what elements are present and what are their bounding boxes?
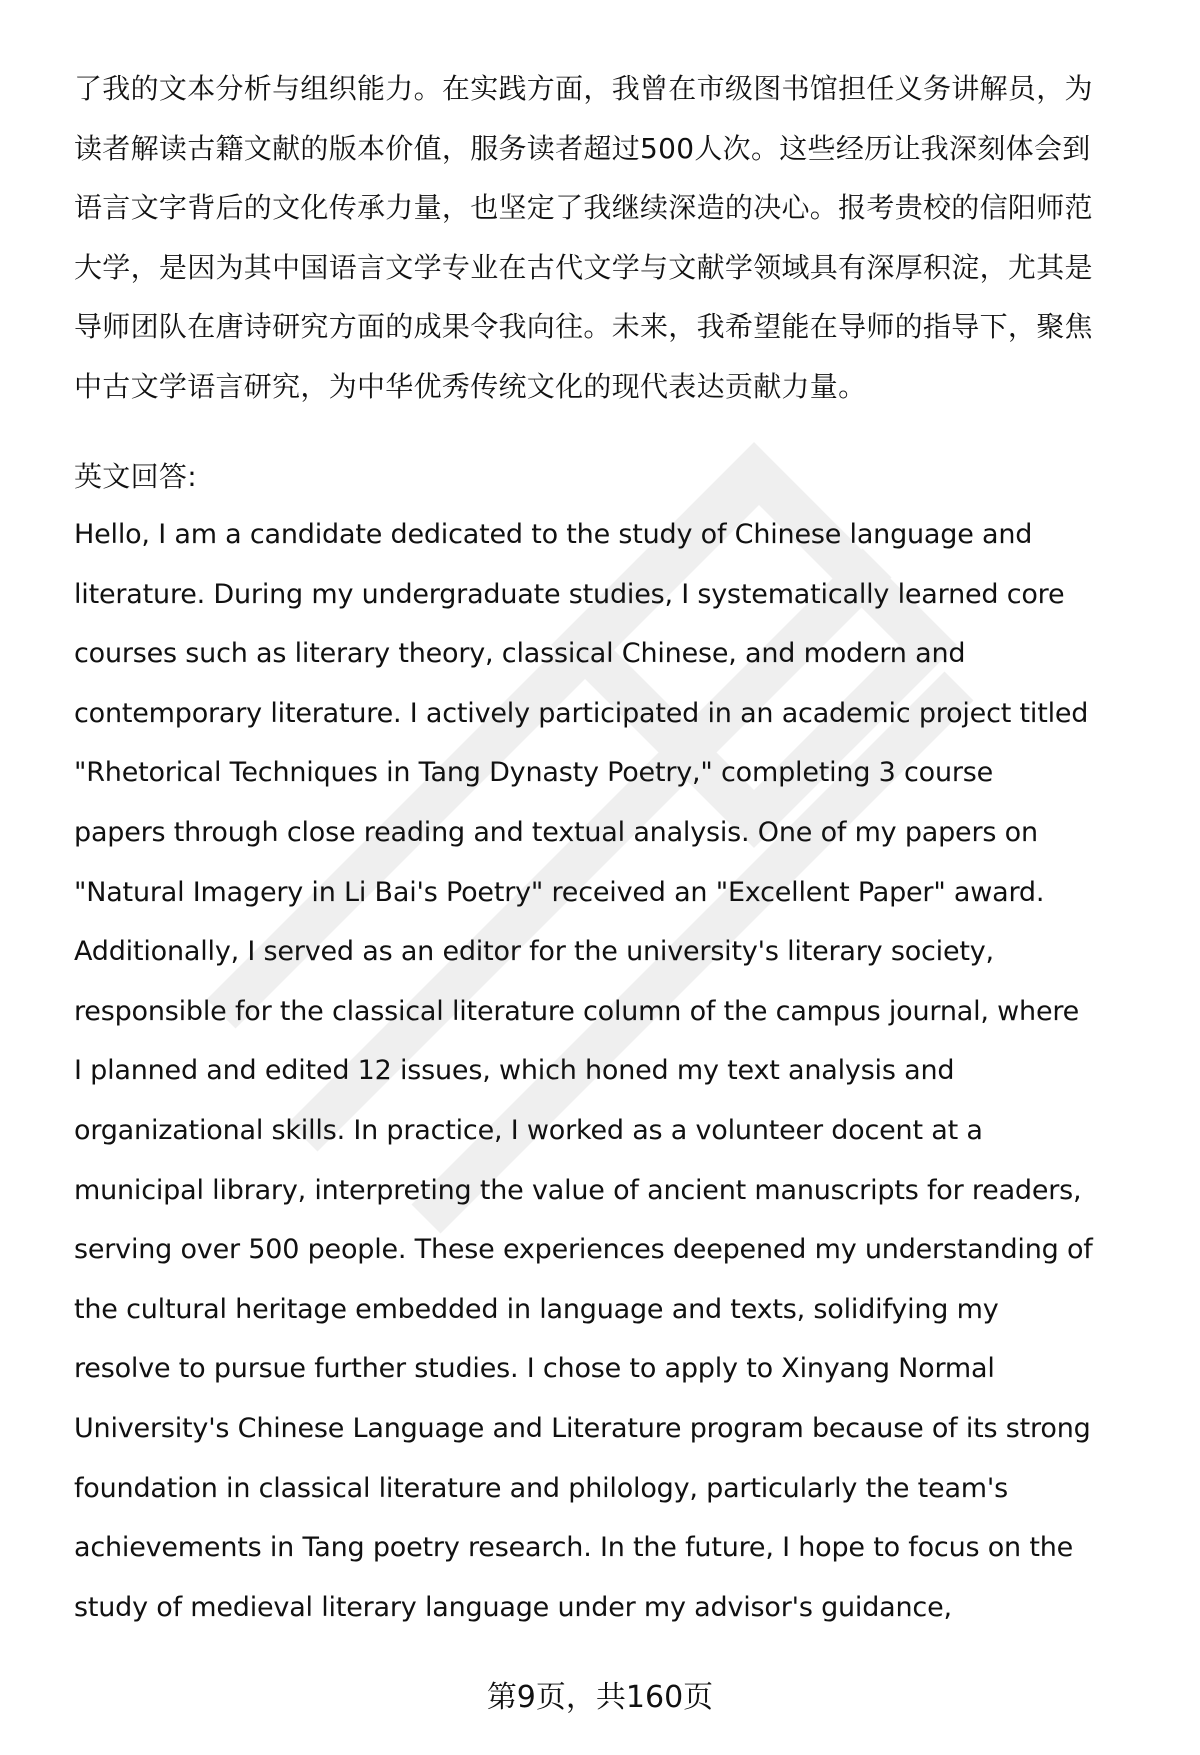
text-line: 中古文学语言研究，为中华优秀传统文化的现代表达贡献力量。 (74, 369, 867, 403)
text-line: organizational skills. In practice, I worked as a volunteer docent at a (74, 1114, 983, 1146)
text-line: courses such as literary theory, classical Chinese, and modern and (74, 638, 966, 670)
text-line: Additionally, I served as an editor for the university's literary society, (74, 936, 994, 968)
text-line: I planned and edited 12 issues, which honed my text analysis and (74, 1055, 955, 1087)
text-line: 读者解读古籍文献的版本价值，服务读者超过500人次。这些经历让我深刻体会到 (74, 131, 1091, 165)
text-line: 导师团队在唐诗研究方面的成果令我向往。未来，我希望能在导师的指导下，聚焦 (74, 310, 1093, 344)
text-line: papers through close reading and textual analysis. One of my papers on (74, 816, 1038, 848)
chinese-answer-paragraph (74, 59, 1160, 417)
text-line: municipal library, interpreting the value of ancient manuscripts for readers, (74, 1174, 1082, 1206)
text-line: Hello, I am a candidate dedicated to the study of Chinese language and (74, 519, 1033, 550)
text-line: responsible for the classical literature column of the campus journal, where (74, 995, 1080, 1027)
text-line: study of medieval literary language under my advisor's guidance, (74, 1591, 952, 1623)
text-line: resolve to pursue further studies. I chose to apply to Xinyang Normal (74, 1353, 995, 1385)
english-answer-paragraph (74, 505, 1160, 1637)
text-line: contemporary literature. I actively participated in an academic project titled (74, 697, 1089, 729)
text-line: 大学，是因为其中国语言文学专业在古代文学与文献学领域具有深厚积淀，尤其是 (74, 250, 1093, 284)
english-answer-label: 英文回答: (74, 460, 197, 493)
text-line: achievements in Tang poetry research. In the future, I hope to focus on the (74, 1532, 1074, 1564)
text-line: 语言文字背后的文化传承力量，也坚定了我继续深造的决心。报考贵校的信阳师范 (74, 191, 1093, 225)
text-line: foundation in classical literature and philology, particularly the team's (74, 1472, 1008, 1504)
page-number-footer: 第9页，共160页 (486, 1680, 714, 1715)
text-line: literature. During my undergraduate studies, I systematically learned core (74, 578, 1065, 610)
text-line: 了我的文本分析与组织能力。在实践方面，我曾在市级图书馆担任义务讲解员，为 (74, 72, 1093, 105)
text-line: the cultural heritage embedded in language and texts, solidifying my (74, 1293, 999, 1325)
text-line: "Rhetorical Techniques in Tang Dynasty Poetry," completing 3 course (74, 757, 994, 789)
text-line: University's Chinese Language and Literature program because of its strong (74, 1412, 1091, 1444)
text-line: "Natural Imagery in Li Bai's Poetry" received an "Excellent Paper" award. (74, 876, 1045, 908)
text-line: serving over 500 people. These experiences deepened my understanding of (74, 1234, 1093, 1266)
